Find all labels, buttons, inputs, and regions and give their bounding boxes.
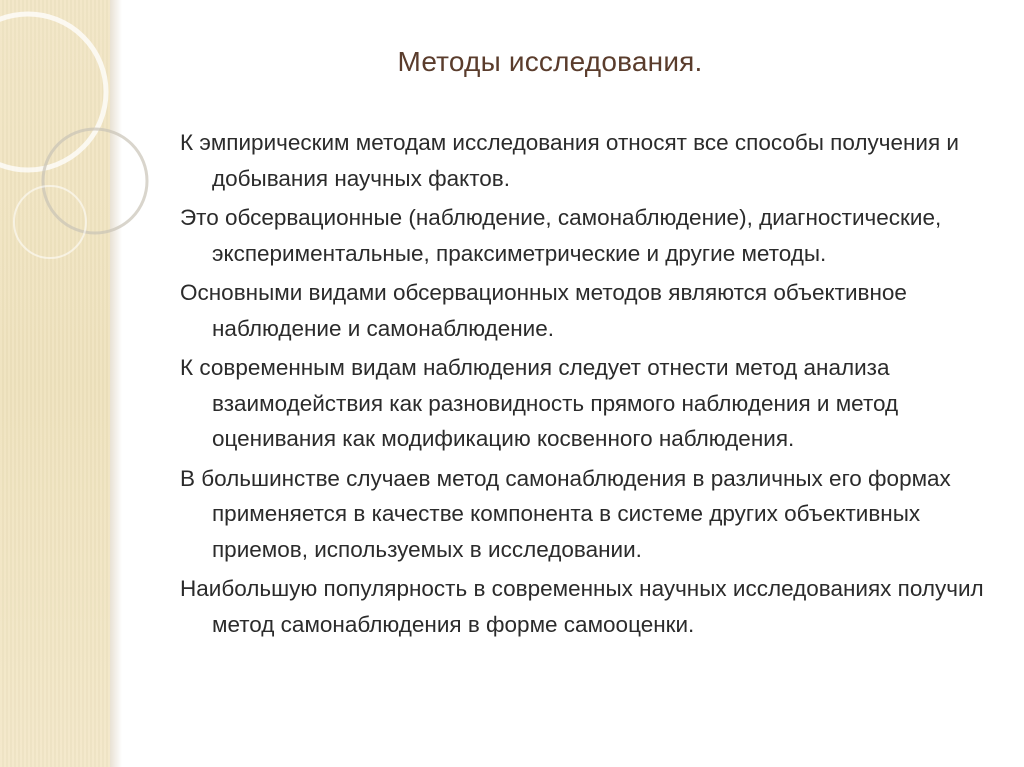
paragraph: К современным видам наблюдения следует отнести метод анализа взаимодействия как разновидность прямого наблюдения и метод оценивания как модификацию косвенного наблюдения.: [180, 355, 899, 451]
paragraph: Это обсервационные (наблюдение, самонаблюдение), диагностические, экспериментальные, праксиметрические и другие методы.: [180, 205, 942, 266]
paragraph: Основными видами обсервационных методов являются объективное наблюдение и самонаблюдение.: [180, 280, 907, 341]
band-edge-shadow: [110, 0, 122, 767]
paragraph: В большинстве случаев метод самонаблюдения в различных его формах применяется в качестве компонента в системе других объективных приемов, используемых в исследовании.: [180, 465, 951, 562]
decorative-side-band: [0, 0, 110, 767]
paragraph: К эмпирическим методам исследования относят все способы получения и добывания научных фактов.: [180, 130, 959, 191]
slide-body: [180, 125, 990, 646]
slide-title: Методы исследования.: [397, 46, 703, 77]
paragraph: Наибольшую популярность в современных научных исследованиях получил метод самонаблюдения в форме самооценки.: [180, 576, 984, 637]
